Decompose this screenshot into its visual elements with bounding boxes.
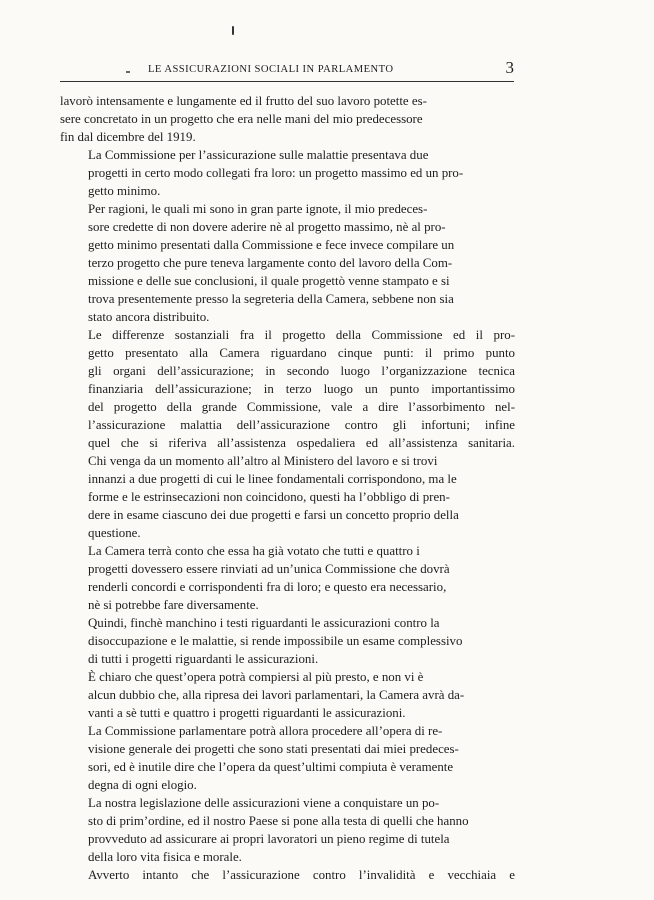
text-line: Le differenze sostanziali fra il progetto della Commissione ed il pro- [88, 328, 515, 342]
text-line: stato ancora distribuito. [88, 310, 210, 324]
text-line: quel che si riferiva all’assistenza ospedaliera ed all’assistenza sanitaria. [88, 436, 515, 450]
text-line: getto presentato alla Camera riguardano cinque punti: il primo punto [88, 346, 515, 360]
text-line: degna di ogni elogio. [88, 778, 197, 792]
paragraph [60, 542, 515, 614]
text-line: finanziaria dell’assicurazione; in terzo luogo un punto importantissimo [88, 382, 515, 396]
text-line: visione generale dei progetti che sono stati presentati dai miei predeces- [88, 742, 459, 756]
text-line: vanti a sè tutti e quattro i progetti riguardanti le assicurazioni. [88, 706, 406, 720]
page-number: 3 [505, 58, 514, 77]
text-line: Chi venga da un momento all’altro al Ministero del lavoro e si trovi [88, 454, 438, 468]
paragraph [60, 200, 515, 326]
paragraph [60, 92, 515, 146]
paragraph [60, 614, 515, 668]
running-head: LE ASSICURAZIONI SOCIALI IN PARLAMENTO [148, 64, 394, 75]
paragraph [60, 326, 515, 452]
text-line: getto minimo. [88, 184, 161, 198]
text-line: della loro vita fisica e morale. [88, 850, 242, 864]
text-line: Per ragioni, le quali mi sono in gran parte ignote, il mio predeces- [88, 202, 428, 216]
body-text [60, 92, 515, 884]
text-line: progetti dovessero essere rinviati ad un’unica Commissione che dovrà [88, 562, 450, 576]
text-line: progetti in certo modo collegati fra loro: un progetto massimo ed un pro- [88, 166, 464, 180]
text-line: l’assicurazione malattia dell’assicurazione contro gli infortuni; infine [88, 418, 515, 432]
text-line: dere in esame ciascuno dei due progetti e farsi un concetto proprio della [88, 508, 459, 522]
text-line: provveduto ad assicurare ai propri lavoratori un pieno regime di tutela [88, 832, 450, 846]
text-line: sori, ed è inutile dire che l’opera da quest’ultimi compiuta è veramente [88, 760, 454, 774]
text-line: terzo progetto che pure teneva largamente conto del lavoro della Com- [88, 256, 453, 270]
page-header [60, 60, 514, 82]
text-line: sere concretato in un progetto che era nelle mani del mio predecessore [60, 112, 423, 126]
text-line: di tutti i progetti riguardanti le assicurazioni. [88, 652, 319, 666]
text-line: È chiaro che quest’opera potrà compiersi al più presto, e non vi è [88, 670, 424, 684]
text-line: getto minimo presentati dalla Commissione e fece invece compilare un [88, 238, 455, 252]
paragraph [60, 794, 515, 866]
text-line: alcun dubbio che, alla ripresa dei lavori parlamentari, la Camera avrà da- [88, 688, 465, 702]
text-line: Avverto intanto che l’assicurazione contro l’invalidità e vecchiaia e [88, 868, 515, 882]
text-line: renderli concordi e corrispondenti fra di loro; e questo era necessario, [88, 580, 447, 594]
text-line: del progetto della grande Commissione, vale a dire l’assorbimento nel- [88, 400, 515, 414]
text-line: disoccupazione e le malattie, si rende impossibile un esame complessivo [88, 634, 463, 648]
text-line: forme e le estrinsecazioni non coincidono, questi ha l’obbligo di pren- [88, 490, 450, 504]
text-line: trova presentemente presso la segreteria della Camera, sebbene non sia [88, 292, 454, 306]
text-line: La Camera terrà conto che essa ha già votato che tutti e quattro i [88, 544, 420, 558]
text-line: missione e delle sue conclusioni, il quale progettò venne stampato e si [88, 274, 450, 288]
paragraph [60, 866, 515, 884]
paragraph [60, 146, 515, 200]
text-line: Quindi, finchè manchino i testi riguardanti le assicurazioni contro la [88, 616, 440, 630]
text-line: La Commissione parlamentare potrà allora procedere all’opera di re- [88, 724, 443, 738]
text-line: innanzi a due progetti di cui le linee fondamentali corrispondono, ma le [88, 472, 457, 486]
paragraph [60, 452, 515, 542]
text-line: lavorò intensamente e lungamente ed il frutto del suo lavoro potette es- [60, 94, 427, 108]
text-line: La nostra legislazione delle assicurazioni viene a conquistare un po- [88, 796, 440, 810]
paragraph [60, 722, 515, 794]
text-line: La Commissione per l’assicurazione sulle malattie presentava due [88, 148, 429, 162]
text-line: fin dal dicembre del 1919. [60, 130, 196, 144]
header-dot [126, 71, 130, 73]
text-line: sore credette di non dovere aderire nè al progetto massimo, nè al pro- [88, 220, 446, 234]
text-line: sto di prim’ordine, ed il nostro Paese si pone alla testa di quelli che hanno [88, 814, 469, 828]
text-line: questione. [88, 526, 141, 540]
paragraph [60, 668, 515, 722]
header-rule [60, 81, 514, 82]
printing-mark [232, 26, 234, 35]
text-line: gli organi dell’assicurazione; in secondo luogo l’organizzazione tecnica [88, 364, 515, 378]
text-line: nè si potrebbe fare diversamente. [88, 598, 259, 612]
